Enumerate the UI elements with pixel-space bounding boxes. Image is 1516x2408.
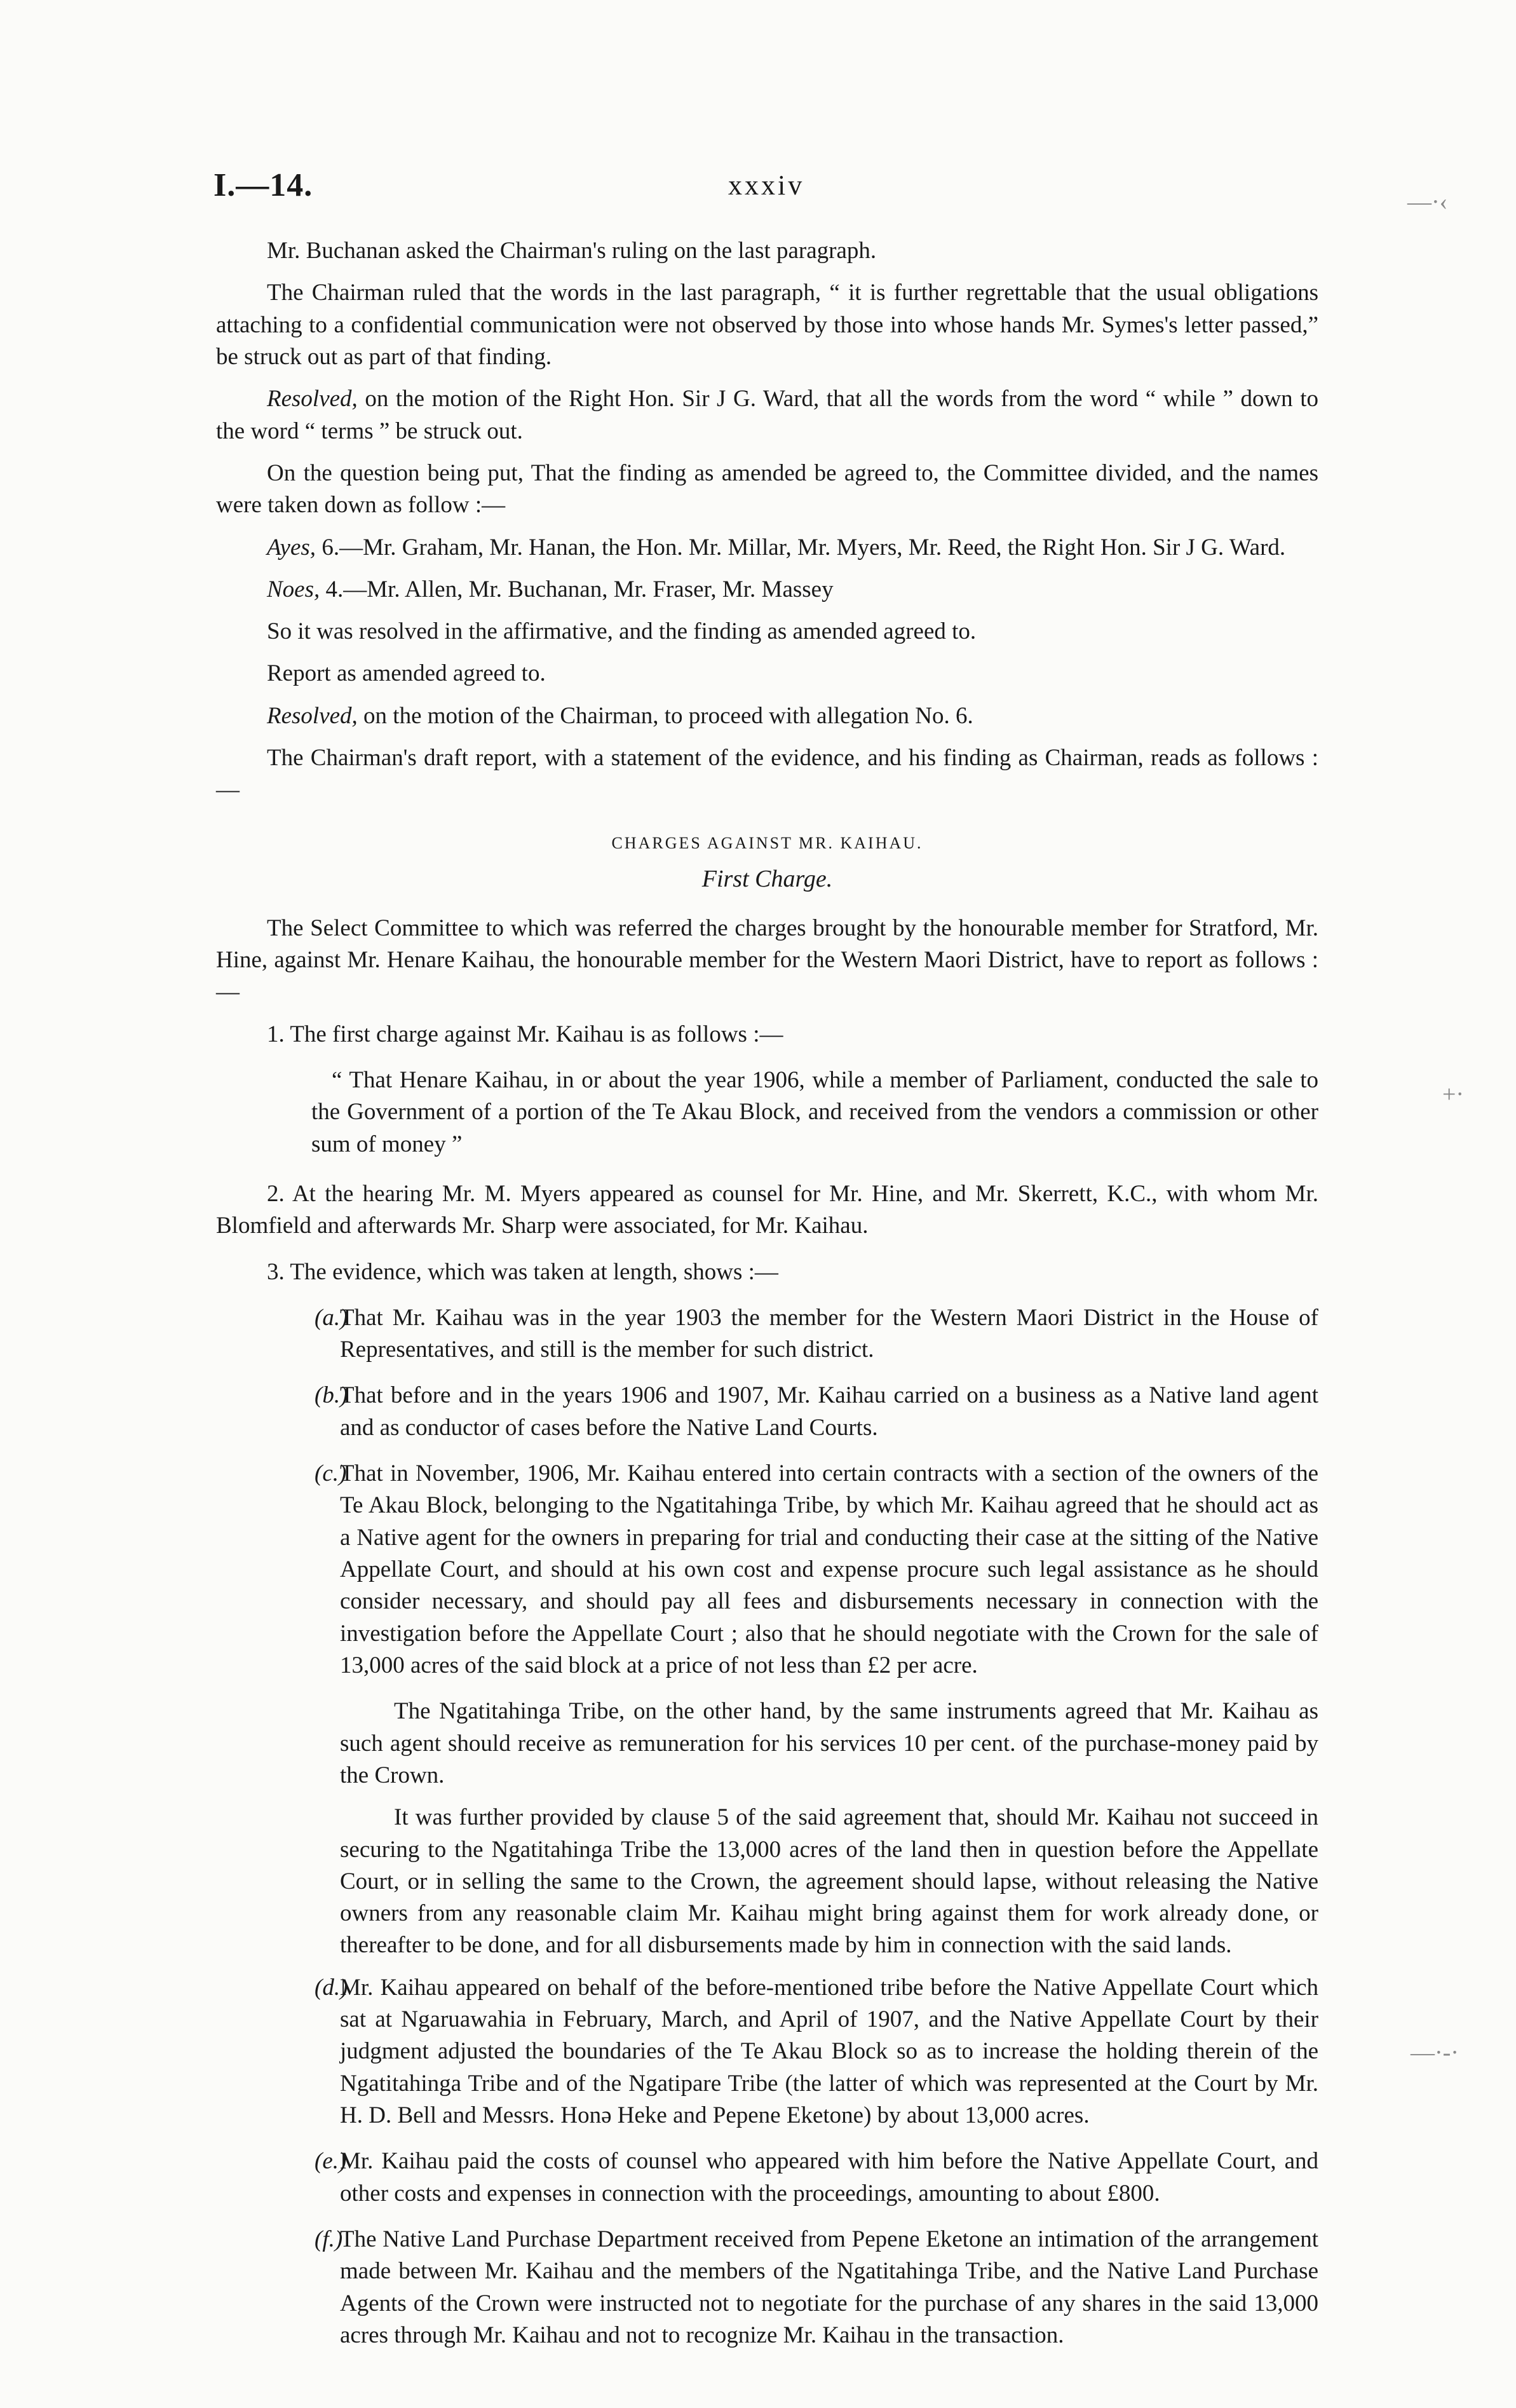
paragraph: On the question being put, That the finding as amended be agreed to, the Committee divided, and the names were taken down as follow :—	[216, 459, 1318, 519]
paragraph: The Select Committee to which was referred the charges brought by the honourable member for Stratford, Mr. Hine, against Mr. Henare Kaihau, the honourable member for the Western Maori District, have to report as follows :—	[216, 915, 1318, 1005]
resolved-label: Resolved,	[267, 702, 358, 729]
item-label: (f.)	[315, 2226, 343, 2252]
item-text: Mr. Kaihau appeared on behalf of the before-mentioned tribe before the Native Appellate Court which sat at Ngaruawahia in February, March, and April of 1907, and the Native Appellate Court by their judgment adjusted the boundaries of the Te Akau Block so as to increase the holding therein of the Ngatitahinga Tribe and of the Ngatipare Tribe (the latter of which was represented at the Court by Mr. H. D. Bell and Messrs. Honə Heke and Pepene Eketone) by about 13,000 acres.	[340, 1974, 1318, 2129]
page-number: xxxiv	[728, 170, 805, 201]
list-item	[216, 2224, 1318, 2351]
list-item	[216, 1458, 1318, 1682]
margin-mark: +·	[1442, 1081, 1465, 1108]
paper-number: I.—14.	[213, 167, 313, 203]
section-heading: CHARGES AGAINST MR. KAIHAU.	[611, 833, 923, 852]
item-label: (e.)	[315, 2148, 347, 2175]
noes-text: 4.—Mr. Allen, Mr. Buchanan, Mr. Fraser, Mr. Massey	[320, 576, 834, 602]
resolved-label: Resolved,	[267, 386, 358, 412]
document-body	[216, 235, 1318, 2365]
list-item	[216, 1380, 1318, 1444]
item-text: That before and in the years 1906 and 1907, Mr. Kaihau carried on a business as a Native land agent and as conductor of cases before the Native Land Courts.	[340, 1382, 1318, 1441]
numbered-paragraph: 2. At the hearing Mr. M. Myers appeared as counsel for Mr. Hine, and Mr. Skerrett, K.C., with whom Mr. Blomfield and afterwards Mr. Sharp were associated, for Mr. Kaihau.	[216, 1180, 1318, 1239]
numbered-paragraph: 1. The first charge against Mr. Kaihau is as follows :—	[267, 1021, 783, 1047]
item-text: That Mr. Kaihau was in the year 1903 the member for the Western Maori District in the House of Representatives, and still is the member for such district.	[340, 1304, 1318, 1363]
quoted-charge: “ That Henare Kaihau, in or about the year 1906, while a member of Parliament, conducted the sale to the Government of a portion of the Te Akau Block, and received from the vendors a commission or other sum of money ”	[311, 1066, 1318, 1157]
paragraph: So it was resolved in the affirmative, and the finding as amended agreed to.	[267, 618, 977, 645]
item-text: The Native Land Purchase Department received from Pepene Eketone an intimation of the arrangement made between Mr. Kaihau and the members of the Ngatitahinga Tribe, and the Native Land Purchase Agents of the Crown were instructed not to negotiate for the purchase of any shares in the said 13,000 acres through Mr. Kaihau and not to recognize Mr. Kaihau in the transaction.	[340, 2226, 1318, 2348]
sub-paragraph: The Ngatitahinga Tribe, on the other hand, by the same instruments agreed that Mr. Kaihau as such agent should receive as remuneration for his services 10 per cent. of the purchase-money paid by the Crown.	[340, 1698, 1318, 1788]
item-text: That in November, 1906, Mr. Kaihau entered into certain contracts with a section of the owners of the Te Akau Block, belonging to the Ngatitahinga Tribe, by which Mr. Kaihau agreed that he should act as a Native agent for the owners in preparing for trial and conducting their case at the sitting of the Native Appellate Court, and should at his own cost and expense procure such legal assistance as he should consider necessary, and should pay all fees and disbursements necessary in connection with the investigation before the Appellate Court ; also that he should negotiate with the Crown for the sale of 13,000 acres of the said block at a price of not less than £2 per acre.	[340, 1460, 1318, 1678]
paragraph-noes	[216, 574, 1318, 606]
list-item	[216, 1302, 1318, 1366]
paragraph: The Chairman ruled that the words in the last paragraph, “ it is further regrettable that the usual obligations attaching to a confidential communication were not observed by those into whose hands Mr. Symes's letter passed,” be struck out as part of that finding.	[216, 280, 1318, 370]
numbered-paragraph: 3. The evidence, which was taken at length, shows :—	[267, 1258, 778, 1285]
paragraph: Mr. Buchanan asked the Chairman's ruling on the last paragraph.	[267, 238, 877, 264]
resolved-text: on the motion of the Chairman, to proceed with allegation No. 6.	[357, 702, 973, 729]
ayes-text: 6.—Mr. Graham, Mr. Hanan, the Hon. Mr. Millar, Mr. Myers, Mr. Reed, the Right Hon. Sir J G. Ward.	[316, 534, 1286, 561]
item-label: (a.)	[315, 1304, 348, 1331]
paragraph-resolved	[216, 383, 1318, 447]
list-item	[216, 2146, 1318, 2210]
item-label: (b.)	[315, 1382, 348, 1409]
page-header	[213, 167, 1319, 217]
item-label: (c.)	[315, 1460, 347, 1487]
margin-mark: —·-·	[1411, 2039, 1459, 2066]
paragraph-resolved	[216, 700, 1318, 732]
item-label: (d.)	[315, 1974, 348, 2001]
paragraph-ayes	[216, 532, 1318, 564]
charge-heading: First Charge.	[701, 866, 833, 893]
noes-label: Noes,	[267, 576, 320, 602]
resolved-text: on the motion of the Right Hon. Sir J G. Ward, that all the words from the word “ while ” down to the word “ terms ” be struck out.	[216, 386, 1318, 444]
paragraph: Report as amended agreed to.	[267, 660, 546, 687]
list-item	[216, 1972, 1318, 2132]
paragraph: The Chairman's draft report, with a statement of the evidence, and his finding as Chairman, reads as follows :—	[216, 745, 1318, 803]
sub-paragraph: It was further provided by clause 5 of the said agreement that, should Mr. Kaihau not succeed in securing to the Ngatitahinga Tribe the 13,000 acres of the land then in question before the Appellate Court, or in selling the same to the Crown, the agreement should lapse, without releasing the Native owners from any reasonable claim Mr. Kaihau might bring against them for work already done, or thereafter to be done, and for all disbursements made by him in connection with the said lands.	[340, 1804, 1318, 1959]
margin-mark: —·‹	[1407, 189, 1448, 215]
item-text: Mr. Kaihau paid the costs of counsel who appeared with him before the Native Appellate Court, and other costs and expenses in connection with the proceedings, amounting to about £800.	[340, 2148, 1318, 2207]
ayes-label: Ayes,	[267, 534, 316, 561]
